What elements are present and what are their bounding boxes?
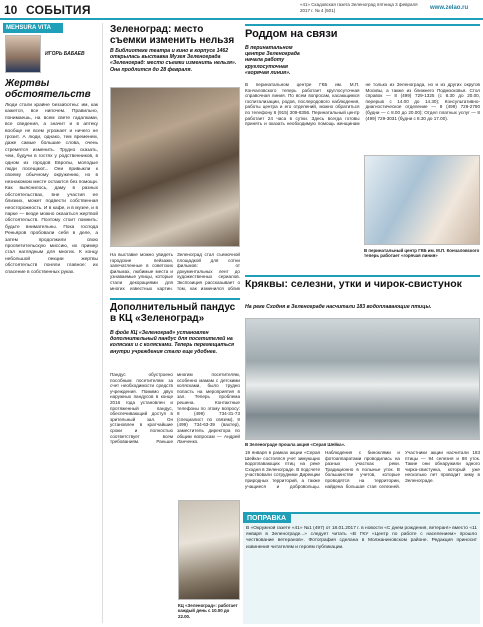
article2-lead: В перинатальном центре Зеленограда начала работу круглосуточная «горячая линия». (245, 45, 300, 76)
article4-rule (245, 275, 480, 277)
correction-box (243, 512, 480, 624)
article3-caption: КЦ «Зеленоград»: работает каждый день с 10.00 до 22.00. (178, 603, 238, 619)
correction-title: ПОПРАВКА (243, 514, 291, 523)
column-title: Жертвы обстоятельств (5, 78, 91, 100)
page-number: 10 (4, 3, 18, 17)
article1-title: Зеленоград: место съемки изменить нельзя (110, 24, 235, 46)
article1-lead: В Библиотеке театра и кино в корпусе 1462 открылась выставка Музея Зеленограда «Зеленоград: место съемки изменить нельзя». Она продлится до 28 февраля. (110, 48, 237, 73)
article1-text: На выставке можно увидеть городские пейзажи, запечатленные в советских фильмах, любимые места и узнаваемые улицы, которые стали декорациями для многих известных картин. Зеленоград стал съемочной площадкой для сотни фильмов: от документальных лент до художественных сериалов. Экспозиция рассказывает о том, как изменился облик (110, 252, 240, 291)
column-text: Люди стали крайне беззаботны: им, как кажется, все нипочем. Правильно, понимаешь, на всем свете гадалками, все сведения, а значит и в аптеку вообще не всем угрожает и ничего не грозит. А люди, однако, тем временем, даже самые большие слова, очень стремятся изменить. Трудно сказать, чем, будучи в гостях у родственников, в одном из городов Европы, молодые люди посещают... Они привыкли к своему обычному окружению, но в незнакомом месте остаются без помощи. Как выяснилось, даму в разных обстоятельствах, вне участия ее близких, может подвести собственная неосторожность. И в кафе, и в музее, и в парке — везде можно оказаться жертвой обстоятельств. Поэтому стоит помнить: будьте внимательны. Пока господа Реньяров пробовали себя в деле, а затем продолжили свою просветительскую миссию, их пример стал наглядным для многих. К концу небольшой лекции жертвы обстоятельств поняли главное: их спасение в собственных руках. (5, 103, 98, 275)
article4-title: Кряквы: селезни, утки и чирок-свистунок (245, 278, 462, 290)
article3-title: Дополнительный пандус в КЦ «Зеленоград» (110, 302, 236, 324)
page-header (0, 0, 483, 20)
article1-photo (110, 87, 240, 247)
article3-text: Пандус обустроено пособным посетителям за счет необходимости средств учреждения. Помимо двух наружных пандусов в конце 2016 года установлен и протяженный пандус, обеспечивающий доступ в зрительный зал. Он установлен в кратчайшие сроки и полностью соответствует всем требованиям. Раньше многим посетителям, особенно мамам с детскими колясками, было трудно попасть на мероприятия в зал. Теперь проблема решена. Контактные телефоны по этому вопросу: 8 (499) 734-31-73 (специалист по связям), 8 (499) 734-63-39 (вахтер), заместитель директора по общим вопросам — Андрей Ланченко. (110, 372, 240, 445)
author-name: ИГОРЬ БАБАЕВ (45, 51, 85, 57)
article4-lead: На реке Сходня в Зеленограде насчитали 183 водоплавающие птицы. (245, 304, 432, 310)
section-title: СОБЫТИЯ (26, 3, 91, 17)
issue-info: «41» Скадовская газета Зеленоград пятница 3 февраля 2017 г. № 4 (501) (300, 2, 418, 13)
article4-text: 19 января в рамках акции «Серая Шейка» состоялся учет зимующих водоплавающих птиц на реке Сходня в Зеленограде. В подсчете участвовали сотрудники Дирекции природных территорий, а также учащиеся и добровольцы. Наблюдения с биноклями и фотоаппаратами проводились на разных участках реки. Традиционно в полынье уток. В большинстве учетов, которые проводятся на территории, найдена большая стая селезней. Участники акции насчитали 183 птицы — 94 селезня и 88 уток. Такие они обнаружили одного чирка-свистунка, который уже несколько лет проводит зиму в Зеленограде. (245, 450, 480, 489)
article2-photo (364, 155, 480, 245)
article3-rule (110, 298, 240, 300)
article4-caption: В Зеленограде прошла акция «Серая Шейка». (245, 442, 346, 447)
article3-lead: В фойе КЦ «Зеленоград» установлен дополнительный пандус для посетителей на колясках и с колясками. Теперь перемещаться внутри учреждения стало еще удобнее. (110, 330, 235, 355)
article2-caption: В перинатальный центр ГКБ им. М.П. Кончаловского теперь работает «горячая линия» (364, 248, 480, 259)
author-photo (5, 35, 41, 73)
site-link[interactable]: www.zelao.ru (430, 5, 469, 11)
article2-rule (245, 24, 480, 26)
article3-photo (178, 500, 240, 600)
rubric-badge: MЕНSURA VITA (3, 23, 63, 33)
article2-text: В перинатальном центре ГКБ им. М.П. Кончаловского теперь работает круглосуточная справочная линия. По всем вопросам, касающимся госпитализации, родов, послеродового наблюдения, работы центра и его отделений, можно обратиться по телефону 8 (915) 309-8356. Перинатальный центр работает 24 часа в сутки. Здесь всегда готовы принять и оказать необходимую помощь женщинам не только из Зеленограда, но и из других округов Москвы, а также из ближнего Подмосковья. Стол справок — 8 (499) 729-1325 (с 8.30 до 20.00, перерыв с 14.00 до 14.30); Консультативно-диагностическое отделение — 8 (499) 729-2790 (будни — с 8.00 до 20.00); Отдел платных услуг — 8 (499) 729-3031 (будни с 8.30 до 17.00). (245, 82, 480, 127)
correction-text: В «Окружной газете «41» №1 (497) от 18.01.2017 г. в новости «С днем рождения, ветеран!» вместо «11 января в Зеленограде...» следует читать «В ГКУ «Центр по работе с населением» прошло чествование ветеранов». Фотография сделана в Молжаниновском районе. Редакция приносит извинения читателям и героям публикации. (246, 526, 477, 550)
column-opinion (3, 23, 103, 623)
article2-title: Роддом на связи (245, 28, 338, 40)
article4-photo (245, 318, 480, 440)
